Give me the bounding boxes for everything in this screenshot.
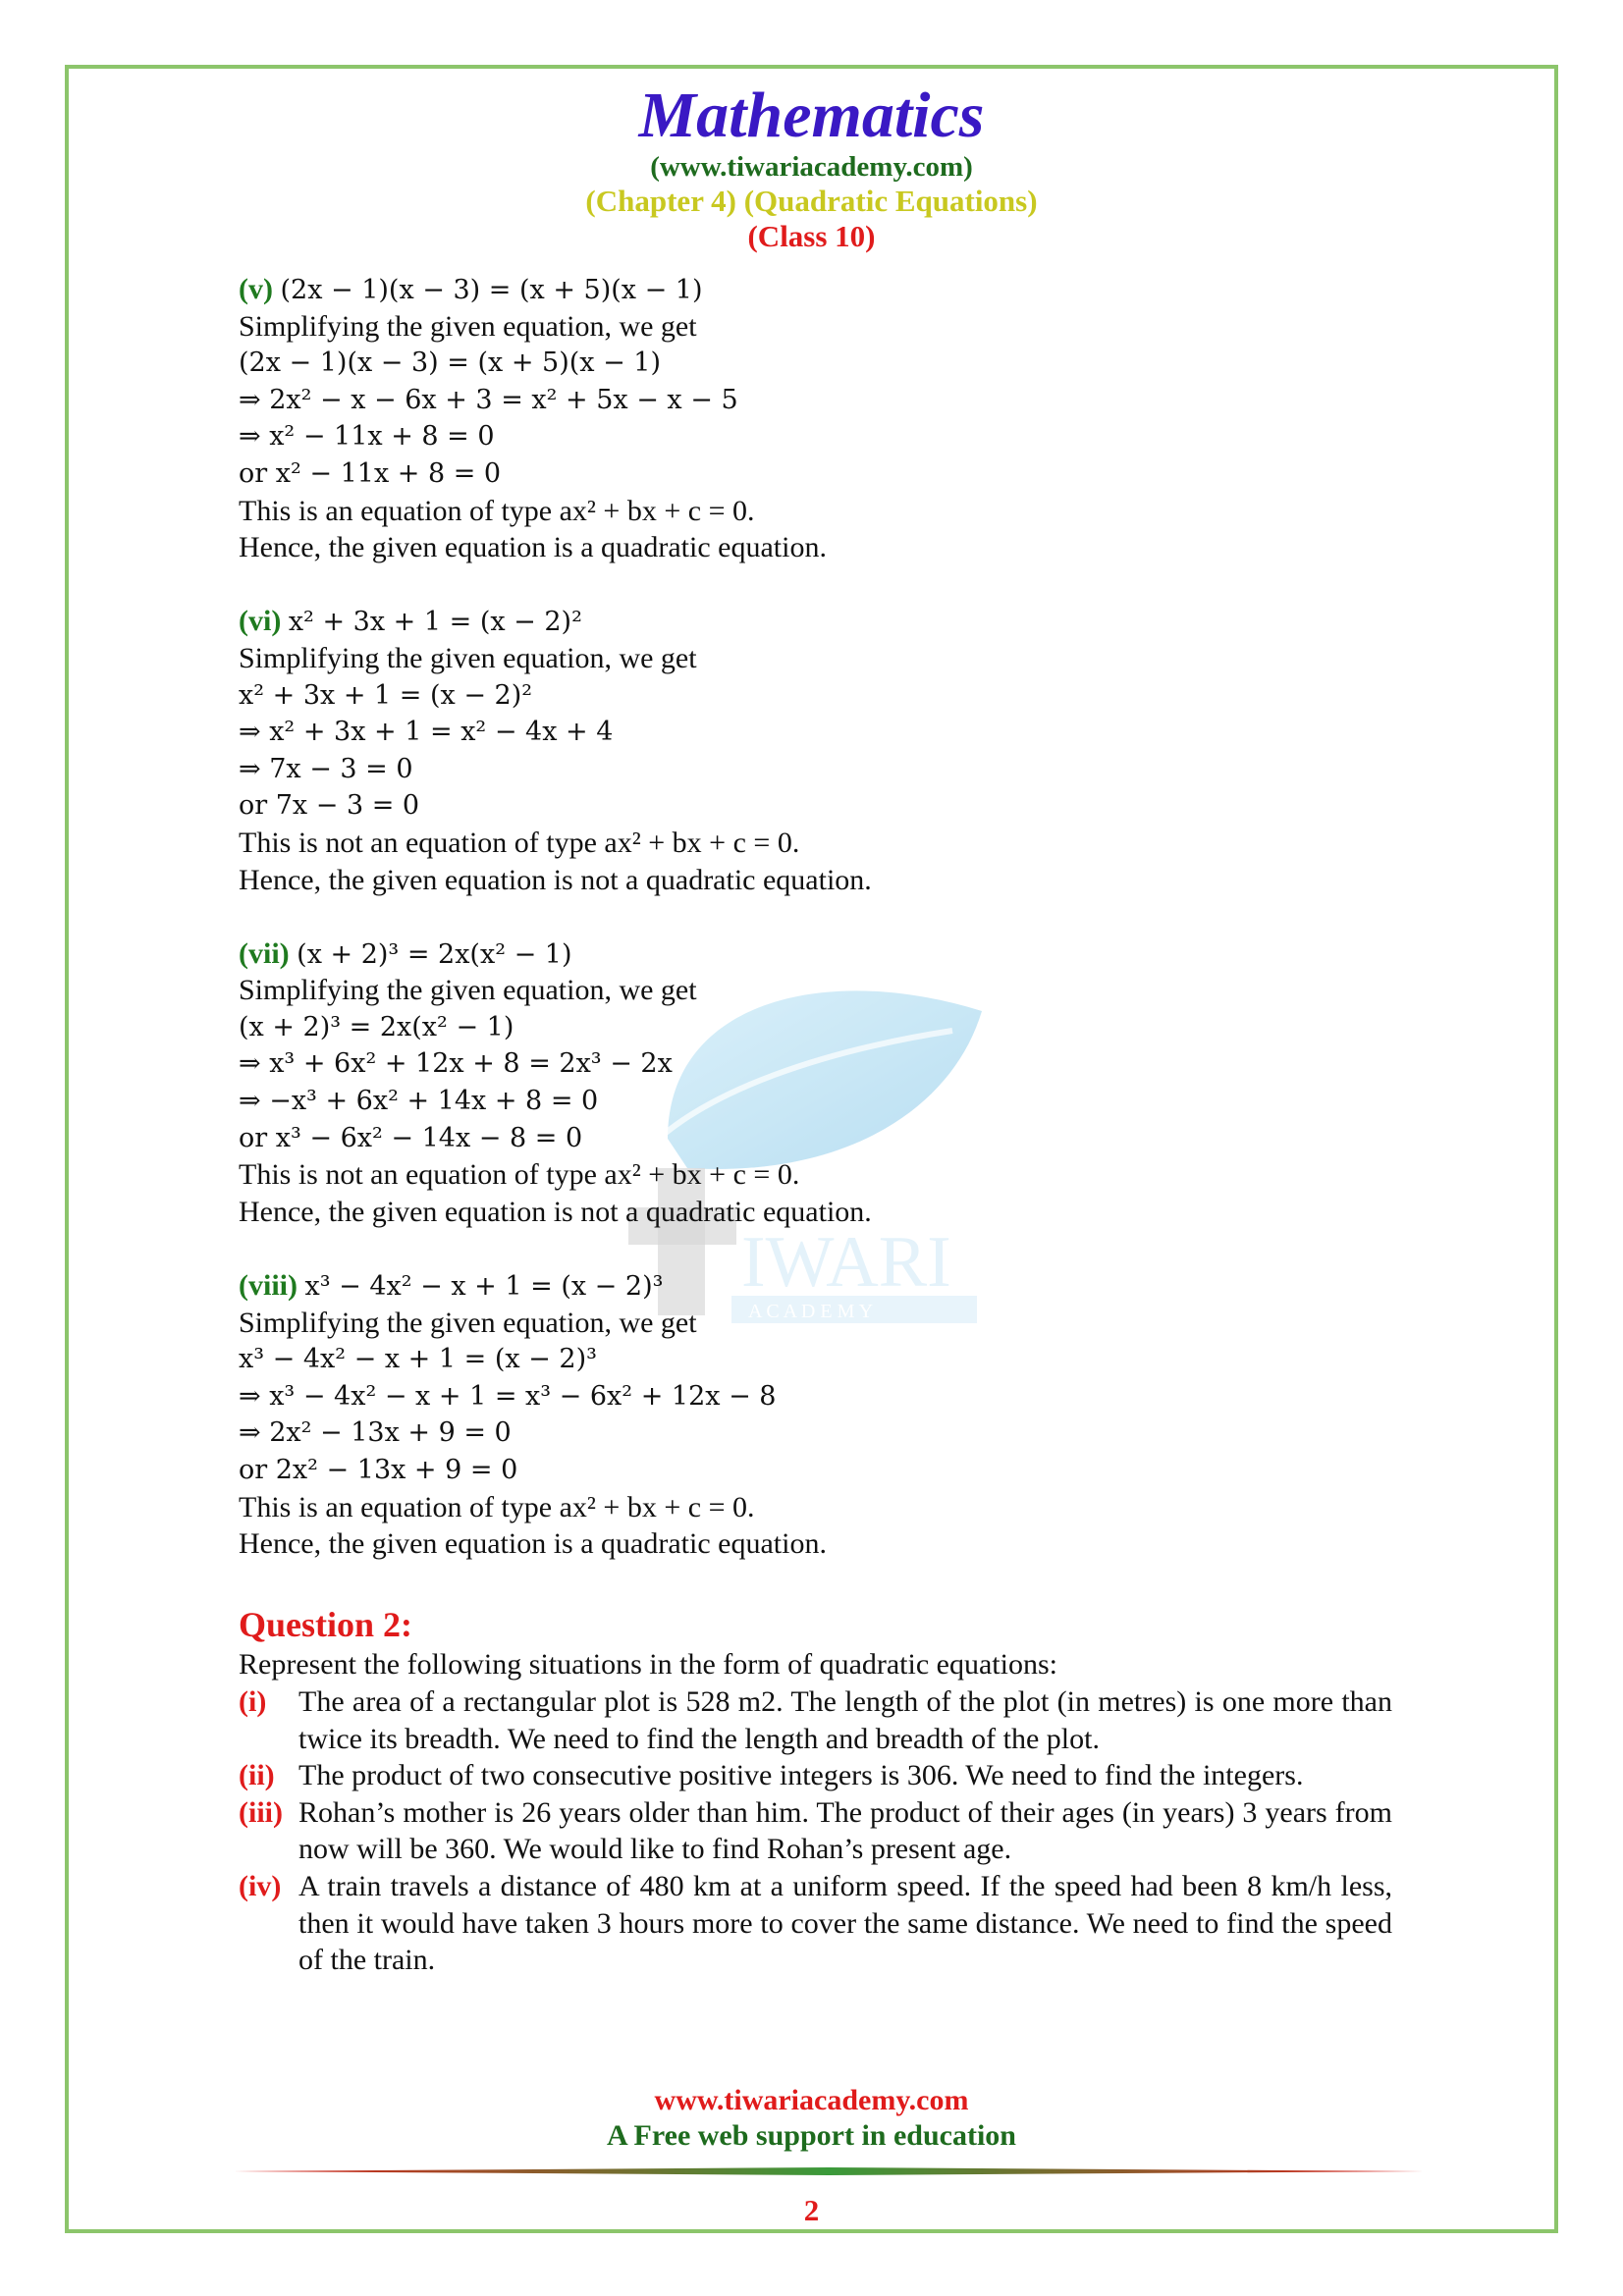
solution-line: Hence, the given equation is a quadratic equation. [239, 1527, 827, 1561]
solution-line: or x² − 11x + 8 = 0 [239, 457, 502, 489]
part-equation: x² + 3x + 1 = (x − 2)² [288, 607, 582, 638]
solution-line: x³ − 4x² − x + 1 = (x − 2)³ [239, 1344, 597, 1375]
solution-line: Hence, the given equation is not a quadratic equation. [239, 863, 872, 896]
solution-line: ⇒ x² + 3x + 1 = x² − 4x + 4 [239, 717, 614, 748]
solution-line: This is not an equation of type ax² + bx + c = 0. [239, 826, 800, 859]
solution-line: ⇒ x² − 11x + 8 = 0 [239, 421, 495, 453]
part-v [239, 271, 1392, 566]
item-label: (iii) [239, 1795, 283, 1829]
solution-line: Simplifying the given equation, we get [239, 309, 697, 343]
footer-site-link[interactable]: www.tiwariacademy.com [654, 2084, 969, 2116]
solution-line: or x³ − 6x² − 14x − 8 = 0 [239, 1122, 583, 1153]
part-viii [239, 1267, 1392, 1563]
list-item [239, 1757, 1392, 1794]
page-content [239, 271, 1392, 1979]
question-heading: Question 2: [239, 1605, 413, 1645]
header-class: (Class 10) [747, 219, 876, 253]
solution-line: or 2x² − 13x + 9 = 0 [239, 1455, 518, 1485]
part-vii [239, 935, 1392, 1231]
item-label: (i) [239, 1684, 267, 1718]
header-chapter: (Chapter 4) (Quadratic Equations) [585, 184, 1038, 218]
solution-line: This is an equation of type ax² + bx + c = 0. [239, 1490, 755, 1523]
solution-line: ⇒ 7x − 3 = 0 [239, 753, 413, 784]
part-equation: x³ − 4x² − x + 1 = (x − 2)³ [304, 1271, 664, 1303]
question-intro: Represent the following situations in the form of quadratic equations: [239, 1648, 1057, 1682]
watermark-word: IWARI [741, 1222, 951, 1303]
watermark-sub: A C A D E M Y [748, 1301, 874, 1322]
solution-line: This is not an equation of type ax² + bx + c = 0. [239, 1158, 800, 1192]
part-equation: (x + 2)³ = 2x(x² − 1) [297, 938, 572, 970]
item-label: (iv) [239, 1869, 282, 1902]
list-item [239, 1868, 1392, 1979]
part-label: (vii) [239, 936, 290, 970]
item-text: Rohan’s mother is 26 years older than him. The product of their ages (in years) 3 years from now will be 360. We would like to find Rohan’s present age. [298, 1795, 1392, 1866]
part-label: (viii) [239, 1269, 298, 1303]
solution-line: ⇒ x³ + 6x² + 12x + 8 = 2x³ − 2x [239, 1048, 673, 1080]
item-text: The product of two consecutive positive integers is 306. We need to find the integers. [298, 1759, 1304, 1792]
solution-line: Simplifying the given equation, we get [239, 641, 697, 674]
list-item [239, 1794, 1392, 1868]
solution-line: ⇒ −x³ + 6x² + 14x + 8 = 0 [239, 1086, 599, 1117]
solution-line: (x + 2)³ = 2x(x² − 1) [239, 1011, 514, 1042]
solution-line: (2x − 1)(x − 3) = (x + 5)(x − 1) [239, 347, 662, 379]
solution-line: x² + 3x + 1 = (x − 2)² [239, 679, 533, 711]
header-site: (www.tiwariacademy.com) [650, 151, 973, 183]
solution-line: or 7x − 3 = 0 [239, 790, 420, 822]
footer-tagline: A Free web support in education [607, 2119, 1016, 2152]
part-label: (v) [239, 273, 273, 305]
part-label: (vi) [239, 605, 282, 638]
solution-line: ⇒ 2x² − x − 6x + 3 = x² + 5x − x − 5 [239, 384, 738, 415]
solution-line: Hence, the given equation is a quadratic equation. [239, 531, 827, 564]
item-text: A train travels a distance of 480 km at a uniform speed. If the speed had been 8 km/h less, then it would have taken 3 hours more to cover the same distance. We need to find the speed of the train. [298, 1869, 1392, 1977]
page-number: 2 [803, 2193, 820, 2227]
solution-line: Hence, the given equation is not a quadratic equation. [239, 1195, 872, 1228]
item-label: (ii) [239, 1759, 275, 1792]
solution-line: ⇒ 2x² − 13x + 9 = 0 [239, 1417, 512, 1449]
list-item [239, 1683, 1392, 1757]
page-title: Mathematics [638, 80, 985, 151]
part-equation: (2x − 1)(x − 3) = (x + 5)(x − 1) [280, 275, 703, 305]
solution-line: Simplifying the given equation, we get [239, 974, 697, 1007]
part-vi [239, 603, 1392, 898]
item-text: The area of a rectangular plot is 528 m2. The length of the plot (in metres) is one more than twice its breadth. We need to find the length and breadth of the plot. [298, 1684, 1392, 1755]
footer-divider [234, 2167, 1424, 2175]
solution-line: ⇒ x³ − 4x² − x + 1 = x³ − 6x² + 12x − 8 [239, 1380, 777, 1412]
solution-line: This is an equation of type ax² + bx + c = 0. [239, 494, 755, 527]
solution-line: Simplifying the given equation, we get [239, 1306, 697, 1339]
